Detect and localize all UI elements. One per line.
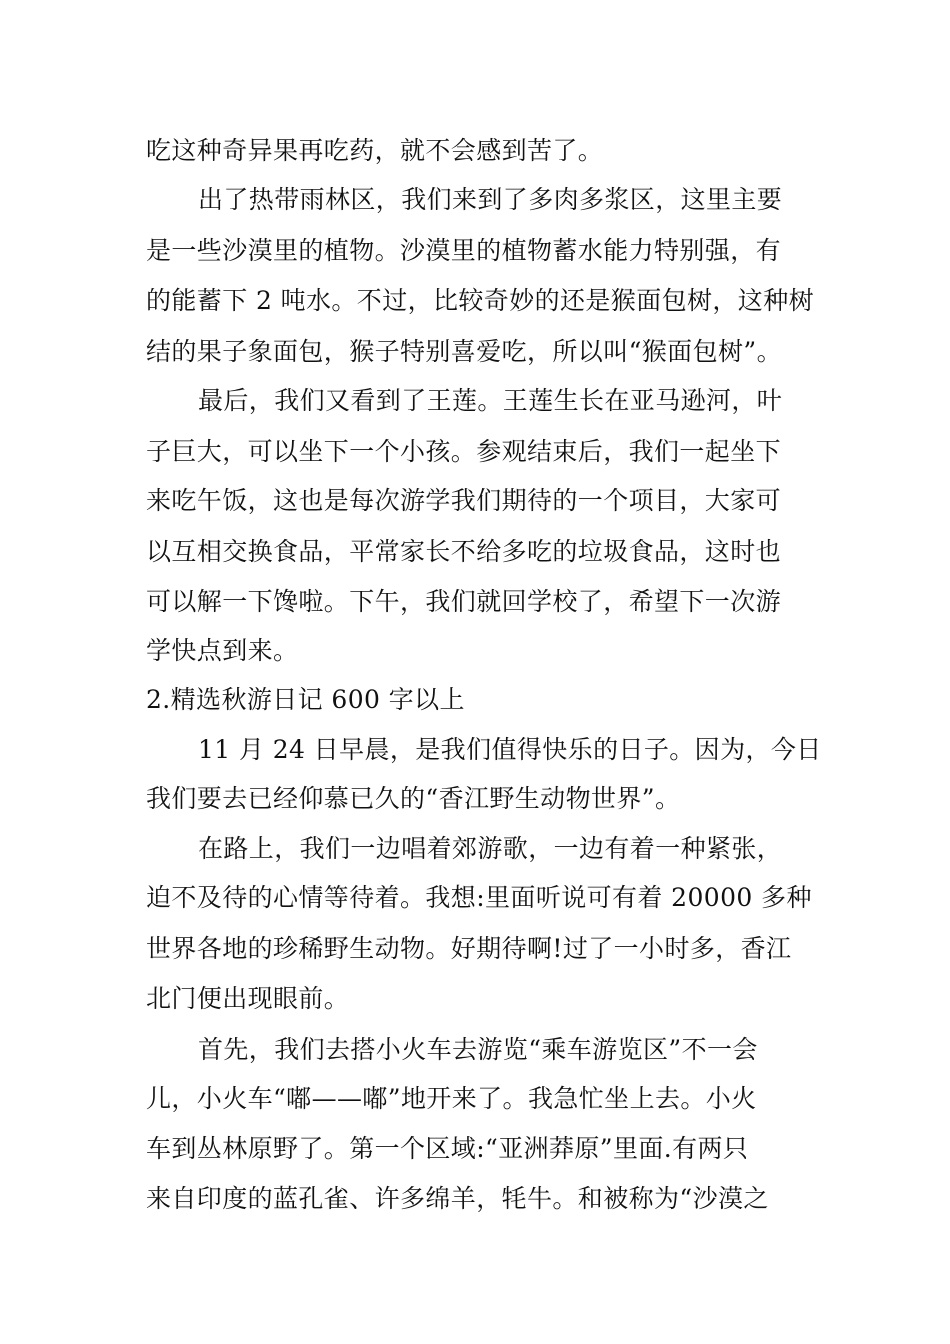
text-line: 的能蓄下 2 吨水。不过，比较奇妙的还是猴面包树，这种树: [146, 286, 815, 315]
text-line: 世界各地的珍稀野生动物。好期待啊!过了一小时多，香江: [146, 934, 792, 963]
paragraph-first-line: 在路上，我们一边唱着郊游歌，一边有着一种紧张，: [198, 834, 783, 863]
text-line: 吃这种奇异果再吃药，就不会感到苦了。: [146, 136, 604, 165]
text-line: 学快点到来。: [146, 636, 299, 665]
text-line: 北门便出现眼前。: [146, 984, 350, 1013]
text-line: 来自印度的蓝孔雀、许多绵羊，牦牛。和被称为“沙漠之: [146, 1184, 769, 1213]
text-line: 结的果子象面包，猴子特别喜爱吃，所以叫“猴面包树”。: [146, 337, 782, 366]
paragraph-first-line: 首先，我们去搭小火车去游览“乘车游览区”不一会: [198, 1035, 758, 1064]
paragraph-first-line: 出了热带雨林区，我们来到了多肉多浆区，这里主要: [198, 185, 783, 214]
text-line: 车到丛林原野了。第一个区域:“亚洲莽原”里面.有两只: [146, 1134, 749, 1163]
text-line: 儿，小火车“嘟——嘟”地开来了。我急忙坐上去。小火: [146, 1084, 757, 1113]
section-heading: 2.精选秋游日记 600 字以上: [146, 685, 465, 714]
text-line: 来吃午饭，这也是每次游学我们期待的一个项目，大家可: [146, 486, 782, 515]
text-line: 子巨大，可以坐下一个小孩。参观结束后，我们一起坐下: [146, 437, 782, 466]
text-line: 我们要去已经仰慕已久的“香江野生动物世界”。: [146, 784, 681, 813]
text-line: 以互相交换食品，平常家长不给多吃的垃圾食品，这时也: [146, 537, 782, 566]
text-line: 可以解一下馋啦。下午，我们就回学校了，希望下一次游: [146, 587, 782, 616]
paragraph-first-line: 最后，我们又看到了王莲。王莲生长在亚马逊河，叶: [198, 386, 783, 415]
text-line: 迫不及待的心情等待着。我想:里面听说可有着 20000 多种: [146, 883, 812, 912]
text-line: 是一些沙漠里的植物。沙漠里的植物蓄水能力特别强，有: [146, 236, 782, 265]
paragraph-first-line: 11 月 24 日早晨，是我们值得快乐的日子。因为，今日: [198, 735, 822, 764]
